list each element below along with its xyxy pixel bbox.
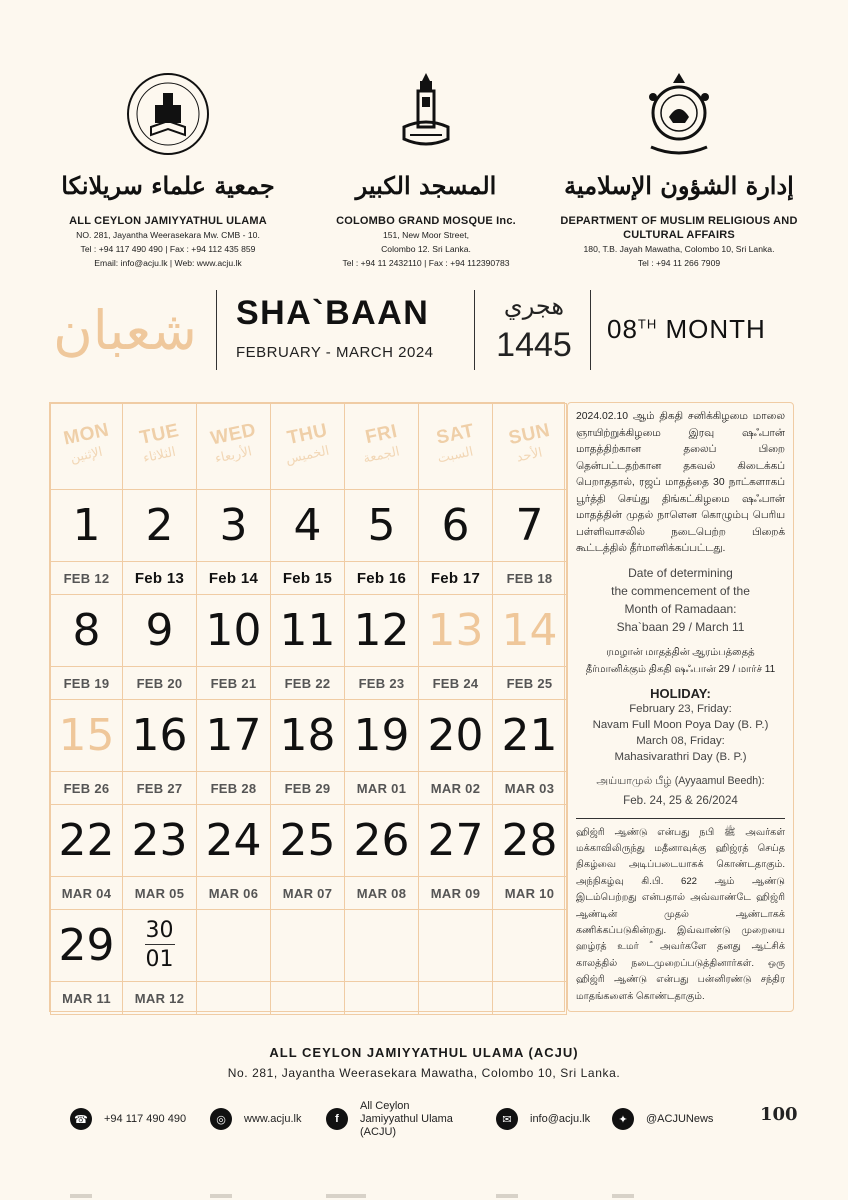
gregorian-date: MAR 12	[123, 982, 197, 1015]
empty-cell	[493, 982, 567, 1015]
day-number: 22	[51, 805, 123, 877]
day-number: 10	[197, 595, 271, 667]
contact-twitter[interactable]	[612, 1104, 713, 1134]
calendar-grid	[49, 402, 565, 1012]
day-number: 16	[123, 700, 197, 772]
weekday-en: MON	[61, 419, 111, 450]
org-address-line: Colombo 12. Sri Lanka.	[381, 244, 471, 254]
empty-cell	[271, 910, 345, 982]
weekday-wed	[197, 404, 271, 490]
empty-cell	[271, 982, 345, 1015]
day-number: 23	[123, 805, 197, 877]
weekday-sat	[419, 404, 493, 490]
gregorian-date: MAR 10	[493, 877, 567, 910]
org-phone-line: Tel : +94 11 266 7909	[637, 258, 721, 268]
weekday-ar: الثلاثاء	[141, 444, 178, 467]
day-number-bottom: 01	[145, 947, 174, 972]
holiday-line: March 08, Friday:	[636, 734, 725, 747]
day-number: 17	[197, 700, 271, 772]
week-row-days	[51, 700, 567, 772]
ramadaan-line: Date of determining	[628, 565, 733, 580]
weekday-en: THU	[285, 420, 330, 449]
gregorian-date: Feb 13	[123, 562, 197, 595]
day-number: 24	[197, 805, 271, 877]
contact-email[interactable]	[496, 1104, 590, 1134]
side-notes-panel	[567, 402, 794, 1012]
week-row-dates	[51, 772, 567, 805]
weekday-fri	[345, 404, 419, 490]
day-number-top: 30	[145, 918, 174, 943]
day-number: 8	[51, 595, 123, 667]
footer-organization	[0, 1045, 848, 1080]
weekday-en: WED	[208, 419, 258, 450]
contact-facebook[interactable]	[326, 1099, 460, 1138]
month-number-suffix: TH	[637, 316, 658, 332]
gregorian-date: MAR 01	[345, 772, 419, 805]
day-number-highlight: 15	[51, 700, 123, 772]
bottom-decorative-strip	[0, 1192, 848, 1200]
empty-cell	[197, 910, 271, 982]
weekday-ar: الخميس	[284, 443, 331, 468]
gregorian-date: MAR 04	[51, 877, 123, 910]
tamil-hijri-note: ஹிஜ்ரி ஆண்டு என்பது நபி ﷺ அவர்கள் மக்காவிலிருந்து மதீனாவுக்கு ஹிஜ்ரத் செய்த நிகழ்வை அடிப்படையாகக் கொண்டதாகும். அந்நிகழ்வு கி.பி. 622 ஆம் ஆண்டு இடம்பெற்றது என்பதால் அவ்வாண்டே ஹிஜ்ரி ஆண்டின் முதல் ஆண்டாகக் கணிக்கப்படுகின்றது. இவ்வாண்டு முறையை ஹழ்ரத் உமர் ؓ அவர்களே தனது ஆட்சிக் காலத்தில் நடைமுறைப்படுத்தினார்கள். ஒரு ஹிஜ்ரி ஆண்டு என்பது பன்னிரண்டு சந்திர மாதங்களைக் கொண்டதாகும்.	[576, 826, 785, 1002]
holiday-line: Mahasivarathri Day (B. P.)	[614, 750, 747, 763]
org-arabic-name: جمعية علماء سريلانكا	[61, 171, 275, 200]
org-title: DEPARTMENT OF MUSLIM RELIGIOUS AND CULTURAL AFFAIRS	[560, 215, 798, 241]
empty-cell	[345, 982, 419, 1015]
gregorian-date: FEB 25	[493, 667, 567, 700]
gregorian-date: MAR 03	[493, 772, 567, 805]
day-number: 3	[197, 490, 271, 562]
facebook-icon: f	[326, 1108, 348, 1130]
org-address-line: 151, New Moor Street,	[383, 230, 469, 240]
beedh-dates: Feb. 24, 25 & 26/2024	[623, 793, 738, 807]
ramadaan-determination	[576, 564, 785, 636]
contact-text[interactable]: @ACJUNews	[646, 1112, 714, 1125]
divider	[216, 290, 217, 370]
day-number: 7	[493, 490, 567, 562]
gregorian-date: FEB 28	[197, 772, 271, 805]
org-contact-line: Email: info@acju.lk | Web: www.acju.lk	[94, 258, 242, 268]
gregorian-date: MAR 08	[345, 877, 419, 910]
holiday-list	[576, 701, 785, 765]
weekday-sun	[493, 404, 567, 490]
holiday-title: HOLIDAY:	[650, 685, 711, 701]
weekday-mon	[51, 404, 123, 490]
gregorian-date: Feb 17	[419, 562, 493, 595]
org-arabic-name: إدارة الشؤون الإسلامية	[564, 171, 794, 200]
org-muslim-affairs	[549, 64, 809, 270]
day-number-highlight: 14	[493, 595, 567, 667]
twitter-icon: ✦	[612, 1108, 634, 1130]
weekday-header-row	[51, 404, 567, 490]
day-number: 11	[271, 595, 345, 667]
day-number: 2	[123, 490, 197, 562]
contact-text[interactable]: info@acju.lk	[530, 1112, 591, 1125]
org-grand-mosque	[296, 64, 556, 270]
week-row-dates	[51, 877, 567, 910]
gregorian-date: FEB 19	[51, 667, 123, 700]
org-address-line: 180, T.B. Jayah Mawatha, Colombo 10, Sri Lanka.	[583, 244, 775, 254]
contact-text[interactable]: www.acju.lk	[244, 1112, 302, 1125]
gregorian-date: FEB 22	[271, 667, 345, 700]
sri-lanka-emblem-icon	[549, 64, 809, 164]
day-number: 26	[345, 805, 419, 877]
gregorian-date: FEB 29	[271, 772, 345, 805]
gregorian-date: Feb 16	[345, 562, 419, 595]
beedh-label: அய்யாமுல் பீழ் (Ayyaamul Beedh):	[596, 774, 765, 787]
weekday-en: SAT	[434, 420, 477, 449]
empty-cell	[345, 910, 419, 982]
week-row-days	[51, 595, 567, 667]
weekday-tue	[123, 404, 197, 490]
month-name: SHA`BAAN	[236, 294, 430, 332]
gregorian-date: MAR 11	[51, 982, 123, 1015]
divider	[590, 290, 591, 370]
day-number: 27	[419, 805, 493, 877]
empty-cell	[419, 982, 493, 1015]
gregorian-date: FEB 24	[419, 667, 493, 700]
gregorian-date: FEB 20	[123, 667, 197, 700]
weekday-en: TUE	[137, 420, 181, 449]
week-row-days	[51, 910, 567, 982]
gregorian-date: FEB 23	[345, 667, 419, 700]
globe-icon: ◎	[210, 1108, 232, 1130]
day-number: 4	[271, 490, 345, 562]
contact-website[interactable]	[210, 1104, 301, 1134]
weekday-ar: السبت	[436, 444, 475, 467]
phone-icon: ☎	[70, 1108, 92, 1130]
weekday-en: FRI	[363, 420, 400, 449]
ramadaan-line: the commencement of the	[611, 583, 750, 598]
weekday-en: SUN	[506, 419, 552, 450]
gregorian-date: Feb 14	[197, 562, 271, 595]
contact-text: +94 117 490 490	[104, 1112, 187, 1125]
day-number: 20	[419, 700, 493, 772]
day-number-split	[123, 910, 197, 982]
week-row-days	[51, 490, 567, 562]
week-row-days	[51, 805, 567, 877]
day-number-highlight: 13	[419, 595, 493, 667]
gregorian-date: FEB 21	[197, 667, 271, 700]
email-icon: ✉	[496, 1108, 518, 1130]
gregorian-range: FEBRUARY - MARCH 2024	[236, 344, 434, 361]
day-number: 29	[51, 910, 123, 982]
ramadaan-line: Sha`baan 29 / March 11	[616, 619, 745, 634]
weekday-ar: الجمعة	[361, 444, 402, 467]
day-number: 18	[271, 700, 345, 772]
weekday-ar: الإثنين	[69, 444, 104, 467]
acju-seal-icon	[38, 64, 298, 164]
gregorian-date: MAR 02	[419, 772, 493, 805]
weekday-ar: الأربعاء	[213, 444, 254, 467]
month-header	[0, 286, 848, 376]
tamil-line: ரமழான் மாதத்தின் ஆரம்பத்தைத்	[606, 646, 755, 658]
gregorian-date: FEB 12	[51, 562, 123, 595]
org-phone-line: Tel : +94 11 2432110 | Fax : +94 112390783	[342, 258, 510, 268]
ramadaan-line: Month of Ramadaan:	[624, 601, 737, 616]
month-word: MONTH	[665, 314, 766, 344]
day-number: 21	[493, 700, 567, 772]
tamil-line: தீர்மானிக்கும் திகதி ஷஃபான் 29 / மார்ச் 11	[585, 663, 776, 675]
day-number: 28	[493, 805, 567, 877]
month-number	[607, 314, 766, 345]
org-arabic-name: المسجد الكبير	[355, 171, 497, 200]
week-row-dates	[51, 562, 567, 595]
mosque-minaret-icon	[296, 64, 556, 164]
footer-address: No. 281, Jayantha Weerasekara Mawatha, Colombo 10, Sri Lanka.	[227, 1066, 621, 1080]
org-title: ALL CEYLON JAMIYYATHUL ULAMA	[69, 215, 267, 227]
holiday-line: Navam Full Moon Poya Day (B. P.)	[592, 718, 769, 731]
empty-cell	[419, 910, 493, 982]
month-number-value: 08	[607, 314, 638, 344]
gregorian-date: FEB 18	[493, 562, 567, 595]
tamil-moon-sighting-note: 2024.02.10 ஆம் திகதி சனிக்கிழமை மாலை ஞாயிற்றுக்கிழமை இரவு ஷஃபான் மாதத்திற்கான தலைப் பிறை தென்பட்டதற்கான தகவல் கிடைக்கப் பெறாததால், ரஜப் மாதத்தை 30 நாட்களாகப் பூர்த்தி செய்து திங்கட்கிழமை ஷஃபான் மாதத்தின் முதல் நாளென கொழும்பு பெரிய பள்ளிவாசலில் நடைபெற்ற பிறைக் கூட்டத்தில் தீர்மானிக்கப்பட்டது.	[576, 411, 785, 554]
gregorian-date: MAR 05	[123, 877, 197, 910]
week-row-dates	[51, 667, 567, 700]
gregorian-date: FEB 26	[51, 772, 123, 805]
footer-org-name: ALL CEYLON JAMIYYATHUL ULAMA (ACJU)	[269, 1045, 579, 1060]
holiday-line: February 23, Friday:	[629, 702, 732, 715]
hijri-year: 1445	[496, 326, 572, 364]
contact-text[interactable]: All Ceylon Jamiyyathul Ulama (ACJU)	[360, 1099, 453, 1138]
centenary-badge-icon: 100	[760, 1104, 798, 1125]
gregorian-date: MAR 09	[419, 877, 493, 910]
org-phone-line: Tel : +94 117 490 490 | Fax : +94 112 435 859	[80, 244, 256, 254]
day-number: 1	[51, 490, 123, 562]
divider	[576, 818, 785, 819]
day-number: 25	[271, 805, 345, 877]
tamil-ramadaan-note	[576, 644, 785, 678]
hijri-label-arabic: هجري	[503, 292, 565, 320]
gregorian-date: FEB 27	[123, 772, 197, 805]
divider	[474, 290, 475, 370]
day-number: 5	[345, 490, 419, 562]
day-number: 19	[345, 700, 419, 772]
month-arabic-calligraphy: شعبان	[53, 299, 197, 362]
empty-cell	[493, 910, 567, 982]
org-acju	[38, 64, 298, 270]
day-number: 6	[419, 490, 493, 562]
org-address-line: NO. 281, Jayantha Weerasekara Mw. CMB - 10.	[76, 230, 260, 240]
gregorian-date: Feb 15	[271, 562, 345, 595]
contact-phone	[70, 1104, 186, 1134]
gregorian-date: MAR 07	[271, 877, 345, 910]
day-number: 9	[123, 595, 197, 667]
day-number: 12	[345, 595, 419, 667]
weekday-ar: الأحد	[515, 445, 544, 466]
week-row-dates	[51, 982, 567, 1015]
gregorian-date: MAR 06	[197, 877, 271, 910]
org-title: COLOMBO GRAND MOSQUE Inc.	[336, 215, 516, 227]
empty-cell	[197, 982, 271, 1015]
weekday-thu	[271, 404, 345, 490]
